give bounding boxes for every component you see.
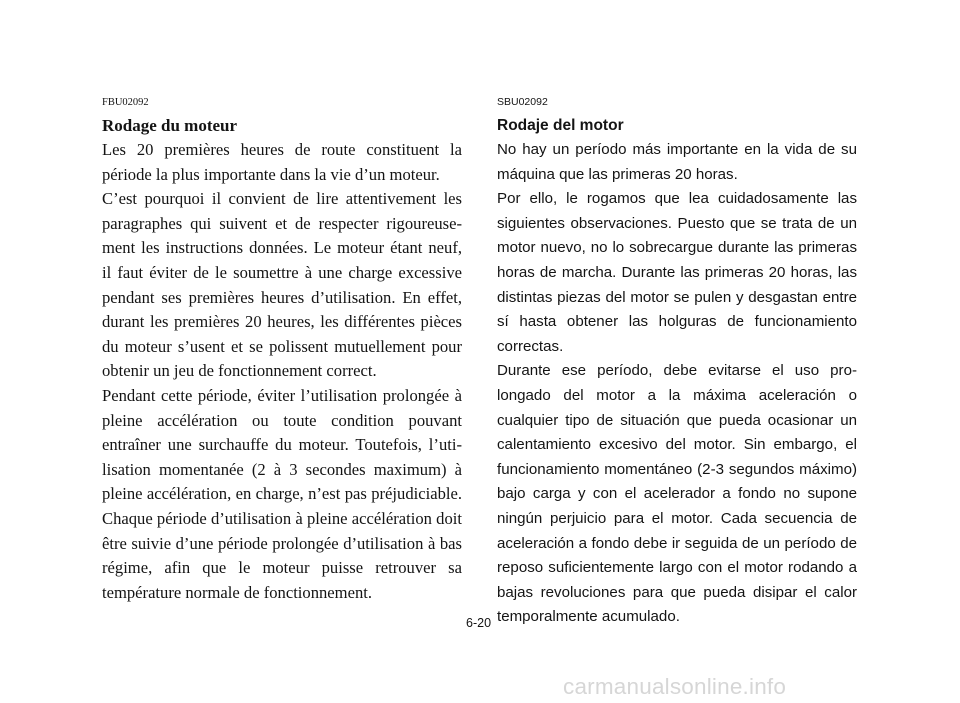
section-code: SBU02092 [497, 96, 548, 108]
paragraph: Pendant cette période, éviter l’utilisation prolongée à pleine accélération ou toute condition pouvant entraîner une surchauffe du moteur. Toutefois, l’utilisation momentanée (2 à 3 secondes maximum) à pleine accélération, en charge, n’est pas préjudiciable. Chaque période d’utilisation à pleine accélération doit être suivie d’une période prolongée d’utilisation à bas régime, afin que le moteur puisse retrouver sa température normale de fonctionnement. [102, 385, 462, 602]
paragraph: C’est pourquoi il convient de lire attentivement les paragraphes qui suivent et de respecter rigoureusement les instructions données. Le moteur étant neuf, il faut éviter de le soumettre à une charge excessive pendant ses premières heures d’utilisation. En effet, durant les premières 20 heures, les différentes pièces du moteur s’usent et se polissent mutuellement pour obtenir un jeu de fonctionnement correct. [102, 189, 462, 381]
watermark: carmanualsonline.info [563, 674, 787, 699]
paragraph: Por ello, le rogamos que lea cuidadosamente las siguientes observaciones. Puesto que se trata de un motor nuevo, no lo sobrecargue durante las primeras horas de marcha. Durante las primeras 20 horas, las distintas piezas del motor se pulen y desgastan entre sí hasta obtener las holguras de funcionamiento correctas. [497, 190, 857, 355]
french-column [102, 96, 462, 605]
spanish-column [497, 96, 857, 630]
paragraph: Les 20 premières heures de route constituent la période la plus importante dans la vie d’un moteur. [102, 140, 462, 184]
section-heading: Rodage du moteur [102, 116, 238, 135]
paragraph: No hay un período más importante en la vida de su máquina que las primeras 20 horas. [497, 141, 857, 183]
paragraph: Durante ese período, debe evitarse el uso prolongado del motor a la máxima aceleración o cualquier tipo de situación que pueda ocasionar un calentamiento excesivo del motor. Sin embargo, el funcionamiento momentáneo (2-3 segundos máximo) bajo carga y con el acelerador a fondo no supone ningún perjuicio para el motor. Cada secuencia de aceleración a fondo debe ir seguida de un período de reposo suficientemente largo con el motor rodando a bajas revoluciones para que pueda disipar el calor temporalmente acumulado. [497, 362, 857, 626]
section-code: FBU02092 [102, 97, 149, 108]
page-number: 6-20 [466, 616, 492, 630]
section-heading: Rodaje del motor [497, 117, 624, 134]
